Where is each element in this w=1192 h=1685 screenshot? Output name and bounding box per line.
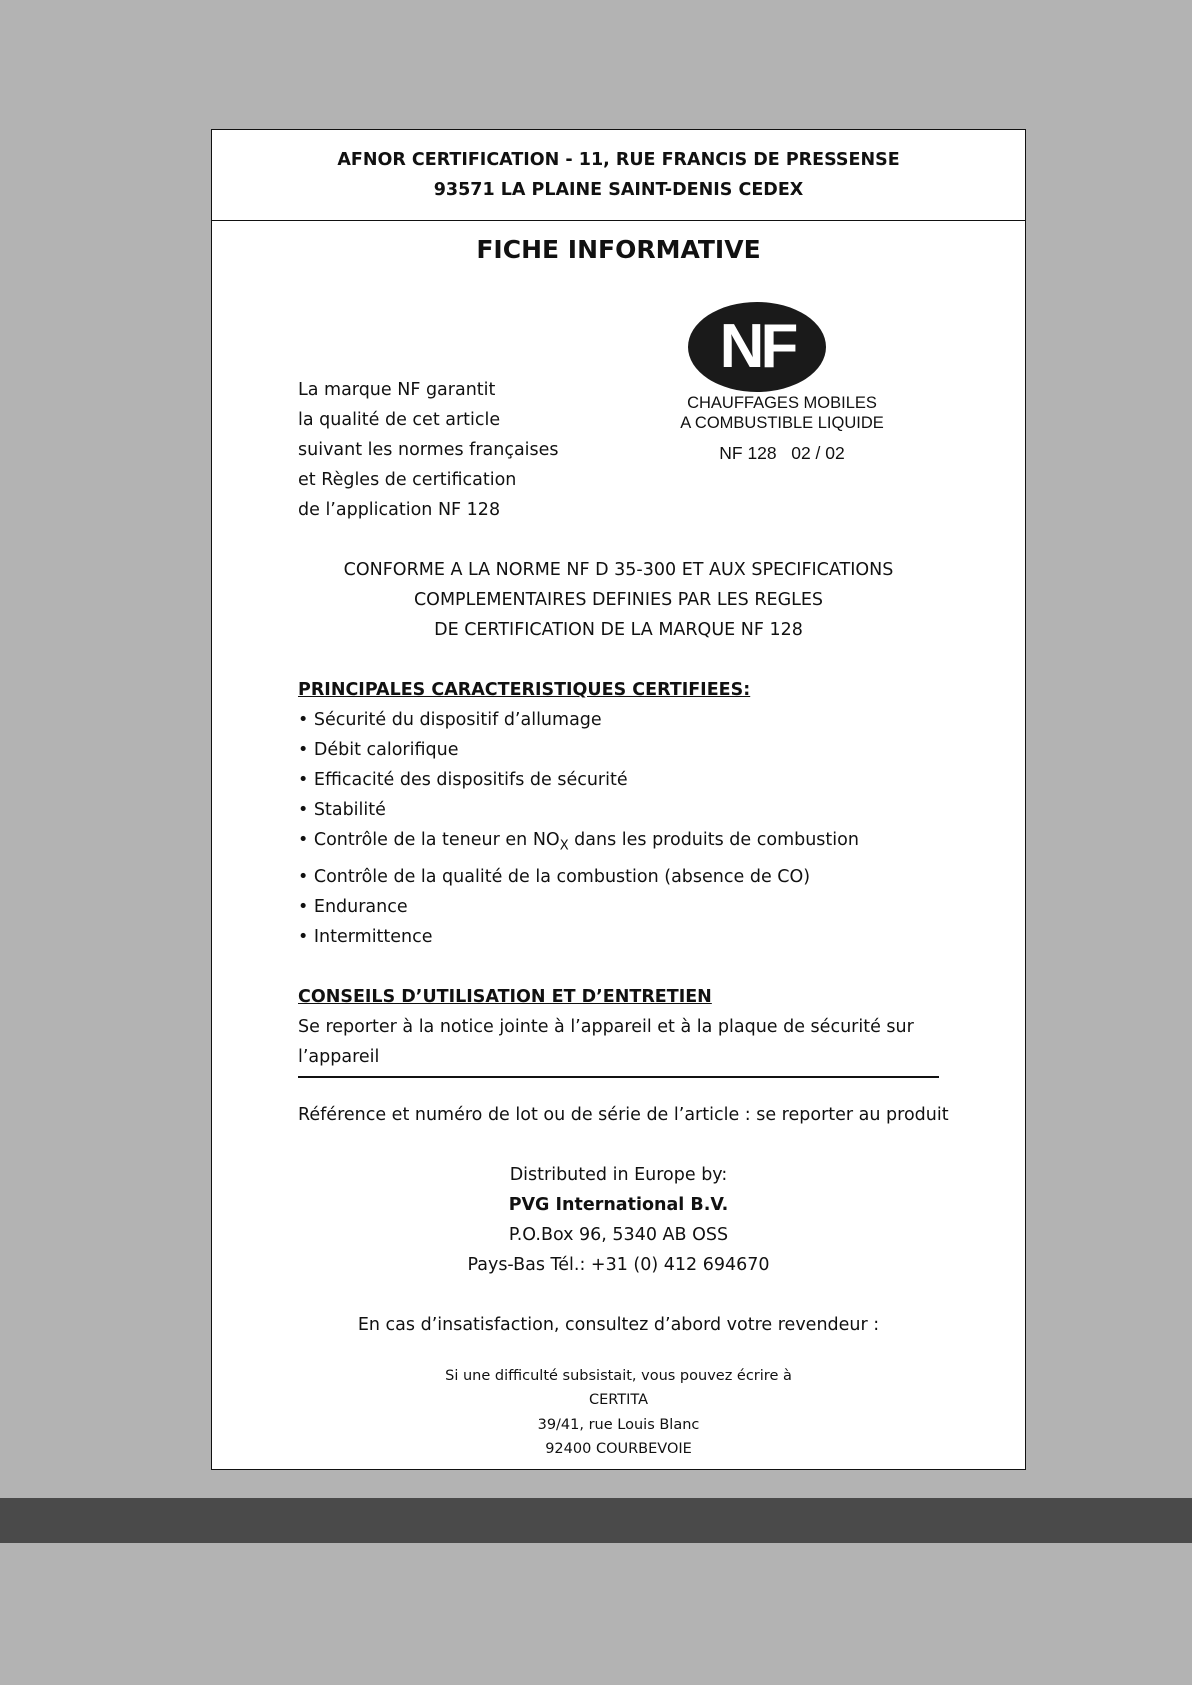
advice-title: CONSEILS D’UTILISATION ET D’ENTRETIEN — [298, 986, 712, 1007]
certita-contact — [212, 1364, 1025, 1462]
certification-sheet — [211, 129, 1026, 1470]
characteristics-list — [298, 705, 939, 952]
afnor-header — [212, 130, 1025, 221]
nf-caption-line1: CHAUFFAGES MOBILES — [687, 394, 877, 412]
list-item: • Sécurité du dispositif d’allumage — [298, 710, 602, 730]
nox-subscript: X — [559, 838, 569, 854]
intro-line: de l’application NF 128 — [298, 500, 501, 520]
list-item: • Débit calorifique — [298, 740, 459, 760]
nf-guarantee-text — [298, 375, 559, 525]
contact-line1: Si une difficulté subsistait, vous pouvez écrire à — [445, 1367, 792, 1384]
list-item — [298, 825, 939, 862]
distributor-address: P.O.Box 96, 5340 AB OSS — [508, 1224, 729, 1245]
characteristics-title: PRINCIPALES CARACTERISTIQUES CERTIFIEES: — [298, 680, 751, 700]
distributor-phone: Pays-Bas Tél.: +31 (0) 412 694670 — [467, 1254, 770, 1275]
intro-line: La marque NF garantit — [298, 380, 496, 400]
conformity-statement — [212, 555, 1025, 645]
distributor-block — [212, 1160, 1025, 1280]
dissatisfaction-text: En cas d’insatisfaction, consultez d’abord votre revendeur : — [357, 1314, 880, 1335]
nox-suffix: dans les produits de combustion — [568, 830, 859, 850]
list-item: • Contrôle de la qualité de la combustion (absence de CO) — [298, 866, 811, 887]
distributor-intro: Distributed in Europe by: — [509, 1164, 728, 1185]
nox-prefix: • Contrôle de la teneur en NO — [298, 830, 560, 850]
nf-reference: NF 128 02 / 02 — [719, 443, 845, 463]
nf-caption — [662, 393, 902, 433]
document-title: FICHE INFORMATIVE — [476, 235, 761, 264]
advice-line2: l’appareil — [298, 1046, 380, 1067]
list-item: • Endurance — [298, 896, 408, 917]
contact-line3: 39/41, rue Louis Blanc — [537, 1416, 700, 1433]
intro-line: et Règles de certification — [298, 470, 517, 490]
nf-caption-line2: A COMBUSTIBLE LIQUIDE — [680, 414, 884, 432]
intro-section — [212, 275, 1025, 555]
list-item: • Intermittence — [298, 926, 433, 947]
conformity-line: CONFORME A LA NORME NF D 35-300 ET AUX SPECIFICATIONS — [343, 560, 894, 580]
conformity-line: COMPLEMENTAIRES DEFINIES PAR LES REGLES — [413, 590, 824, 610]
intro-line: la qualité de cet article — [298, 410, 501, 430]
characteristics-section — [298, 675, 939, 952]
conformity-line: DE CERTIFICATION DE LA MARQUE NF 128 — [434, 620, 803, 640]
distributor-name: PVG International B.V. — [508, 1194, 729, 1215]
reference-text: Référence et numéro de lot ou de série de l’article : se reporter au produit — [298, 1104, 949, 1125]
contact-line2: CERTITA — [588, 1392, 649, 1408]
list-item: • Stabilité — [298, 800, 386, 820]
list-item: • Efficacité des dispositifs de sécurité — [298, 770, 628, 790]
contact-line4: 92400 COURBEVOIE — [545, 1441, 692, 1457]
bottom-bar — [0, 1498, 1192, 1543]
nf-logo-text: NF — [719, 312, 795, 381]
nf-logo — [687, 301, 827, 393]
intro-line: suivant les normes françaises — [298, 440, 559, 460]
nf-logo-icon — [687, 301, 827, 393]
afnor-address-line2: 93571 LA PLAINE SAINT-DENIS CEDEX — [433, 180, 804, 200]
advice-line1: Se reporter à la notice jointe à l’appareil et à la plaque de sécurité sur — [298, 1016, 914, 1037]
afnor-address-line1: AFNOR CERTIFICATION - 11, RUE FRANCIS DE PRESSENSE — [337, 150, 900, 170]
advice-section — [298, 982, 939, 1072]
divider — [298, 1076, 939, 1078]
